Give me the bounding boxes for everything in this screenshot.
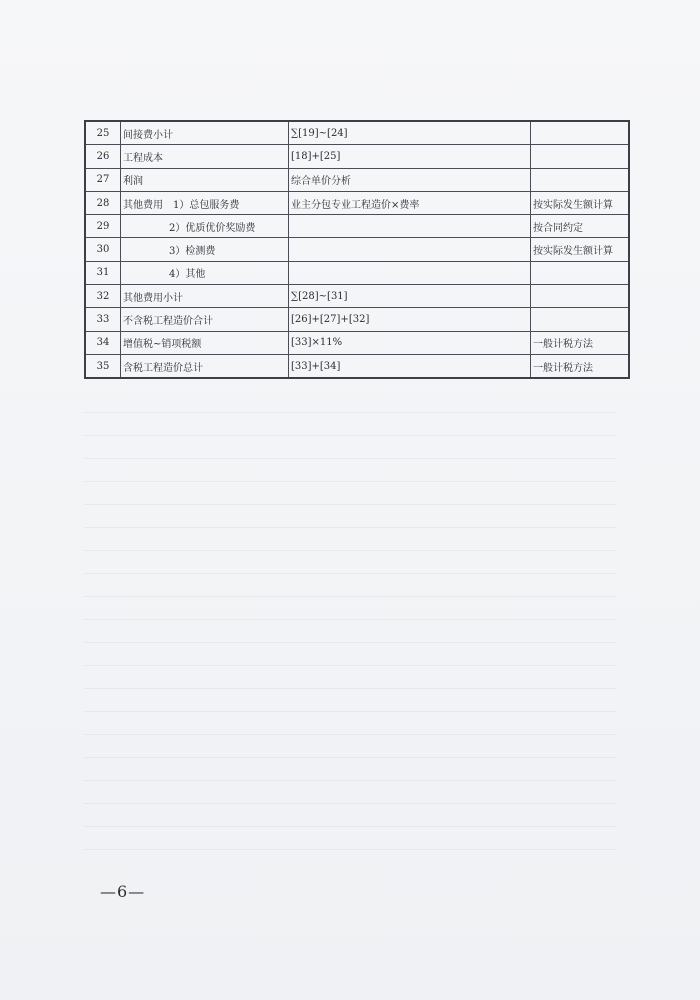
item-name: 增值税~销项税额 <box>121 331 289 354</box>
item-name: 3）检测费 <box>121 238 289 261</box>
note <box>531 145 630 168</box>
row-number: 35 <box>85 354 121 378</box>
formula: [26]+[27]+[32] <box>289 308 531 331</box>
row-number: 32 <box>85 285 121 308</box>
table-row <box>85 191 629 214</box>
item-name: 2）优质优价奖励费 <box>121 215 289 238</box>
item-name: 利润 <box>121 168 289 191</box>
table-row <box>85 145 629 168</box>
table-row <box>85 285 629 308</box>
formula: ∑[19]~[24] <box>289 121 531 145</box>
item-name: 含税工程造价总计 <box>121 354 289 378</box>
note <box>531 121 630 145</box>
note: 按合同约定 <box>531 215 630 238</box>
note <box>531 261 630 284</box>
formula <box>289 238 531 261</box>
row-number: 26 <box>85 145 121 168</box>
formula: 业主分包专业工程造价×费率 <box>289 191 531 214</box>
item-name: 4）其他 <box>121 261 289 284</box>
item-name: 间接费小计 <box>121 121 289 145</box>
table-row <box>85 121 629 145</box>
note <box>531 308 630 331</box>
note: 按实际发生额计算 <box>531 238 630 261</box>
row-number: 31 <box>85 261 121 284</box>
formula: ∑[28]~[31] <box>289 285 531 308</box>
formula: [33]×11% <box>289 331 531 354</box>
note: 一般计税方法 <box>531 354 630 378</box>
row-number: 34 <box>85 331 121 354</box>
item-name: 其他费用小计 <box>121 285 289 308</box>
item-name: 工程成本 <box>121 145 289 168</box>
table-row <box>85 354 629 378</box>
formula <box>289 261 531 284</box>
row-number: 25 <box>85 121 121 145</box>
item-name: 其他费用 1）总包服务费 <box>121 191 289 214</box>
table-row <box>85 261 629 284</box>
cost-table <box>84 120 630 379</box>
note <box>531 168 630 191</box>
row-number: 28 <box>85 191 121 214</box>
formula: [33]+[34] <box>289 354 531 378</box>
row-number: 33 <box>85 308 121 331</box>
row-number: 30 <box>85 238 121 261</box>
row-number: 29 <box>85 215 121 238</box>
item-name: 不含税工程造价合计 <box>121 308 289 331</box>
bleed-through-shadow <box>84 390 617 860</box>
page-number: —6— <box>100 882 146 901</box>
formula: 综合单价分析 <box>289 168 531 191</box>
table-row <box>85 215 629 238</box>
table-row <box>85 168 629 191</box>
note: 按实际发生额计算 <box>531 191 630 214</box>
row-number: 27 <box>85 168 121 191</box>
table-row <box>85 308 629 331</box>
formula <box>289 215 531 238</box>
table-row <box>85 238 629 261</box>
note: 一般计税方法 <box>531 331 630 354</box>
table-row <box>85 331 629 354</box>
note <box>531 285 630 308</box>
formula: [18]+[25] <box>289 145 531 168</box>
